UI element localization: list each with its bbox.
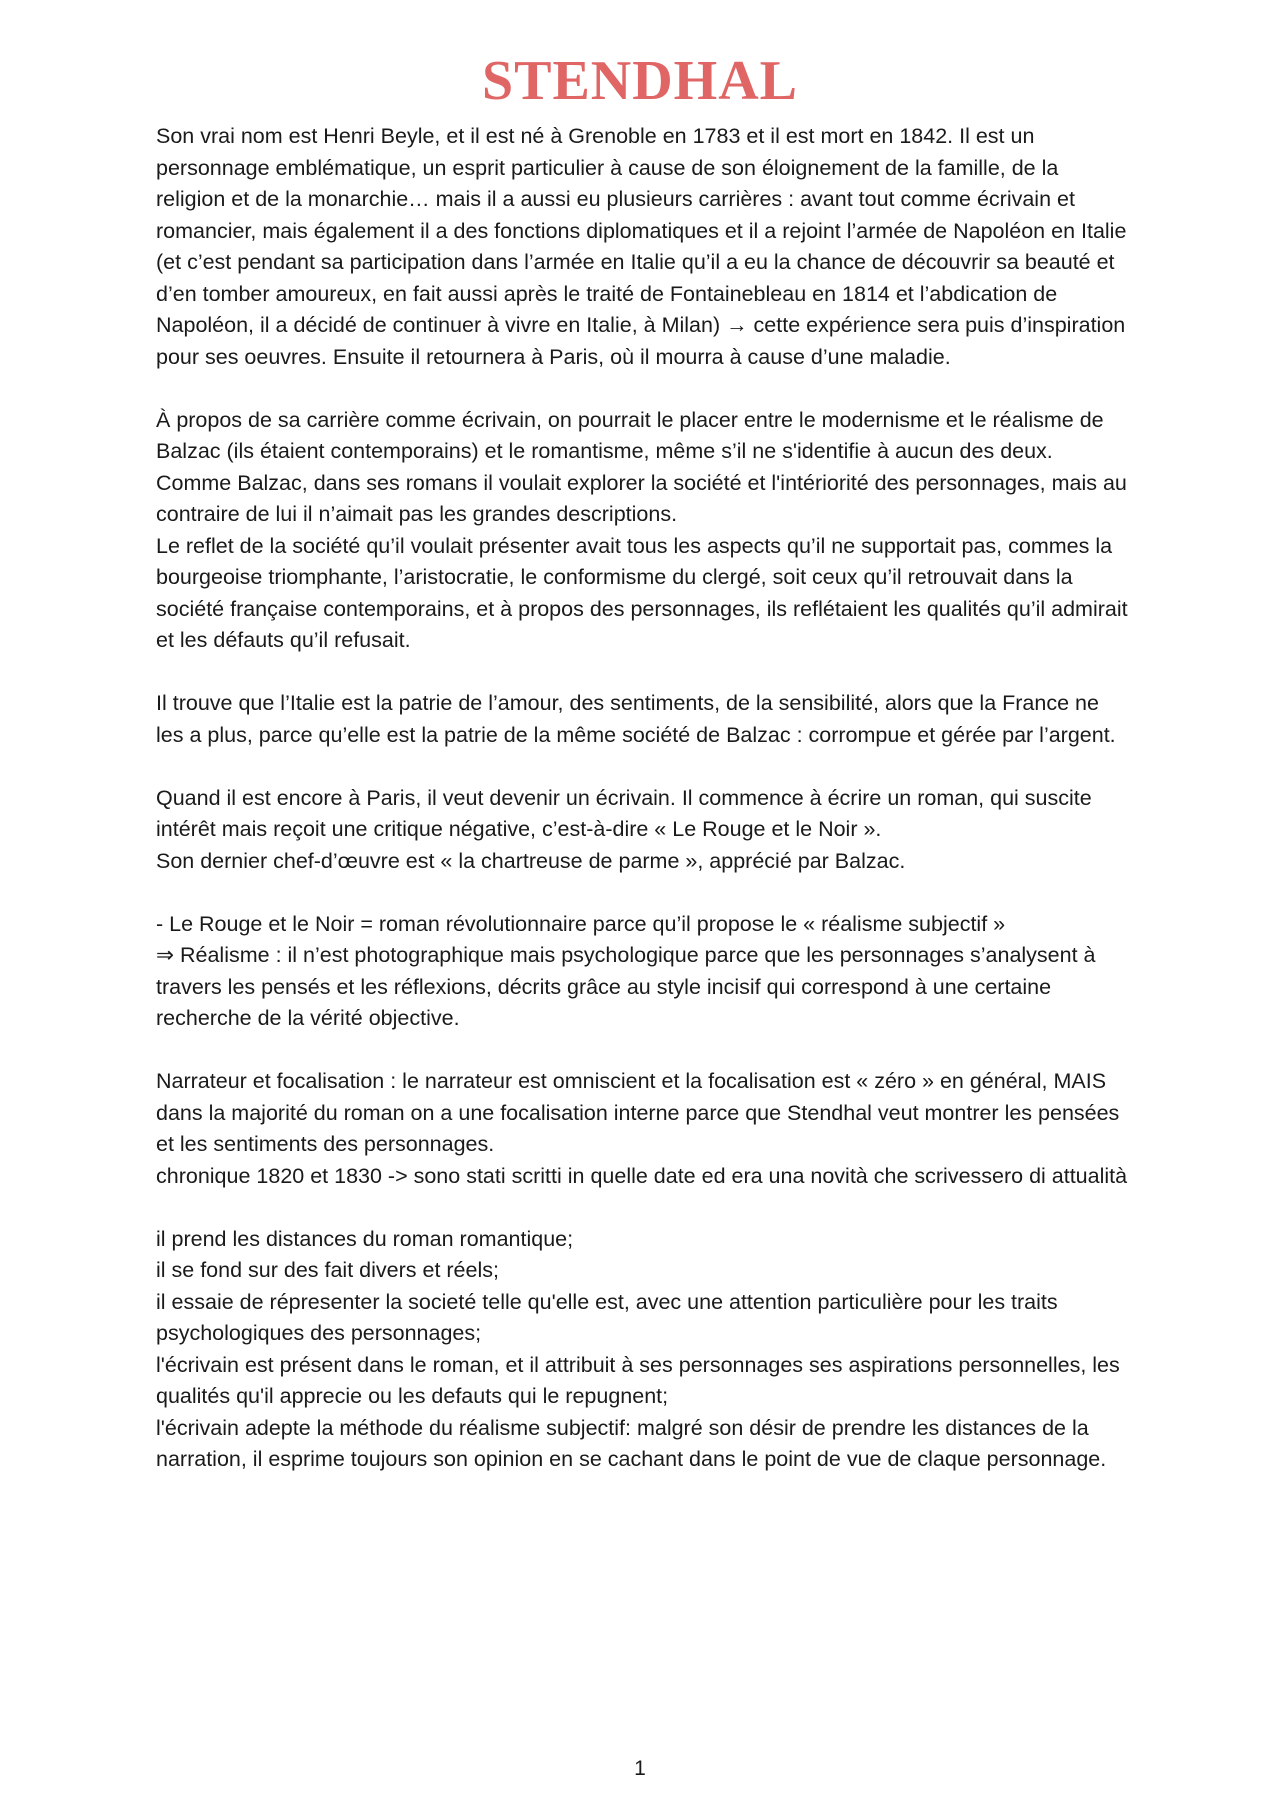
- paragraph: À propos de sa carrière comme écrivain, on pourrait le placer entre le modernisme et le réalisme de Balzac (ils étaient contemporains) et le romantisme, même s’il ne s'identifie à aucun des deux.: [156, 407, 1104, 463]
- page-number: 1: [634, 1757, 646, 1780]
- paragraph: Le reflet de la société qu’il voulait présenter avait tous les aspects qu’il ne supportait pas, commes la bourgeoise triomphante, l’aristocratie, le conformisme du clergé, soit ceux qu’il retrouvait dans la société française contemporains, et à propos des personnages, ils reflétaient les qualités qu’il admirait et les défauts qu’il refusait.: [156, 533, 1128, 652]
- paragraph: - Le Rouge et le Noir = roman révolutionnaire parce qu’il propose le « réalisme subjectif »: [156, 911, 1006, 936]
- paragraph: il essaie de répresenter la societé telle qu'elle est, avec une attention particulière pour les traits psychologiques des personnages;: [156, 1289, 1058, 1345]
- paragraph: Comme Balzac, dans ses romans il voulait explorer la société et l'intériorité des personnages, mais au contraire de lui il n’aimait pas les grandes descriptions.: [156, 470, 1127, 526]
- paragraph: Quand il est encore à Paris, il veut devenir un écrivain. Il commence à écrire un roman, qui suscite intérêt mais reçoit une critique négative, c’est-à-dire « Le Rouge et le Noir ».: [156, 785, 1092, 841]
- paragraph: Son dernier chef-d’œuvre est « la chartreuse de parme », apprécié par Balzac.: [156, 848, 906, 873]
- paragraph: il prend les distances du roman romantique;: [156, 1226, 574, 1251]
- paragraph: Il trouve que l’Italie est la patrie de l’amour, des sentiments, de la sensibilité, alors que la France ne les a plus, parce qu’elle est la patrie de la même société de Balzac : corrompue et gérée par l’argent.: [156, 691, 1116, 747]
- paragraph: l'écrivain est présent dans le roman, et il attribuit à ses personnages ses aspirations personnelles, les qualités qu'il apprecie ou les defauts qui le repugnent;: [156, 1352, 1120, 1408]
- paragraph: Son vrai nom est Henri Beyle, et il est né à Grenoble en 1783 et il est mort en 1842. Il est un personnage emblématique, un esprit particulier à cause de son éloignement de la famille, de la religion et de la monarchie… mais il a aussi eu plusieurs carrières : avant tout comme écrivain et romancier, mais également il a des fonctions diplomatiques et il a rejoint l’armée de Napoléon en Italie (et c’est pendant sa participation dans l’armée en Italie qu’il a eu la chance de découvrir sa beauté et d’en tomber amoureux, en fait aussi après le traité de Fontainebleau en 1814 et l’abdication de Napoléon, il a décidé de continuer à vivre en Italie, à Milan) → cette expérience sera puis d’inspiration pour ses oeuvres. Ensuite il retournera à Paris, où il mourra à cause d’une maladie.: [156, 124, 1127, 369]
- paragraph: il se fond sur des fait divers et réels;: [156, 1258, 499, 1282]
- document-body: [156, 121, 1132, 1476]
- paragraph: Narrateur et focalisation : le narrateur est omniscient et la focalisation est « zéro » en général, MAIS dans la majorité du roman on a une focalisation interne parce que Stendhal veut montrer les pensées et les sentiments des personnages.: [156, 1069, 1120, 1156]
- paragraph: ⇒ Réalisme : il n’est photographique mais psychologique parce que les personnages s’analysent à travers les pensés et les réflexions, décrits grâce au style incisif qui correspond à une certaine recherche de la vérité objective.: [156, 943, 1096, 1030]
- paragraph: l'écrivain adepte la méthode du réalisme subjectif: malgré son désir de prendre les distances de la narration, il esprime toujours son opinion en se cachant dans le point de vue de claque personnage.: [156, 1415, 1107, 1471]
- paragraph: chronique 1820 et 1830 -> sono stati scritti in quelle date ed era una novità che scrivessero di attualità: [156, 1163, 1128, 1188]
- document-title: STENDHAL: [481, 50, 799, 112]
